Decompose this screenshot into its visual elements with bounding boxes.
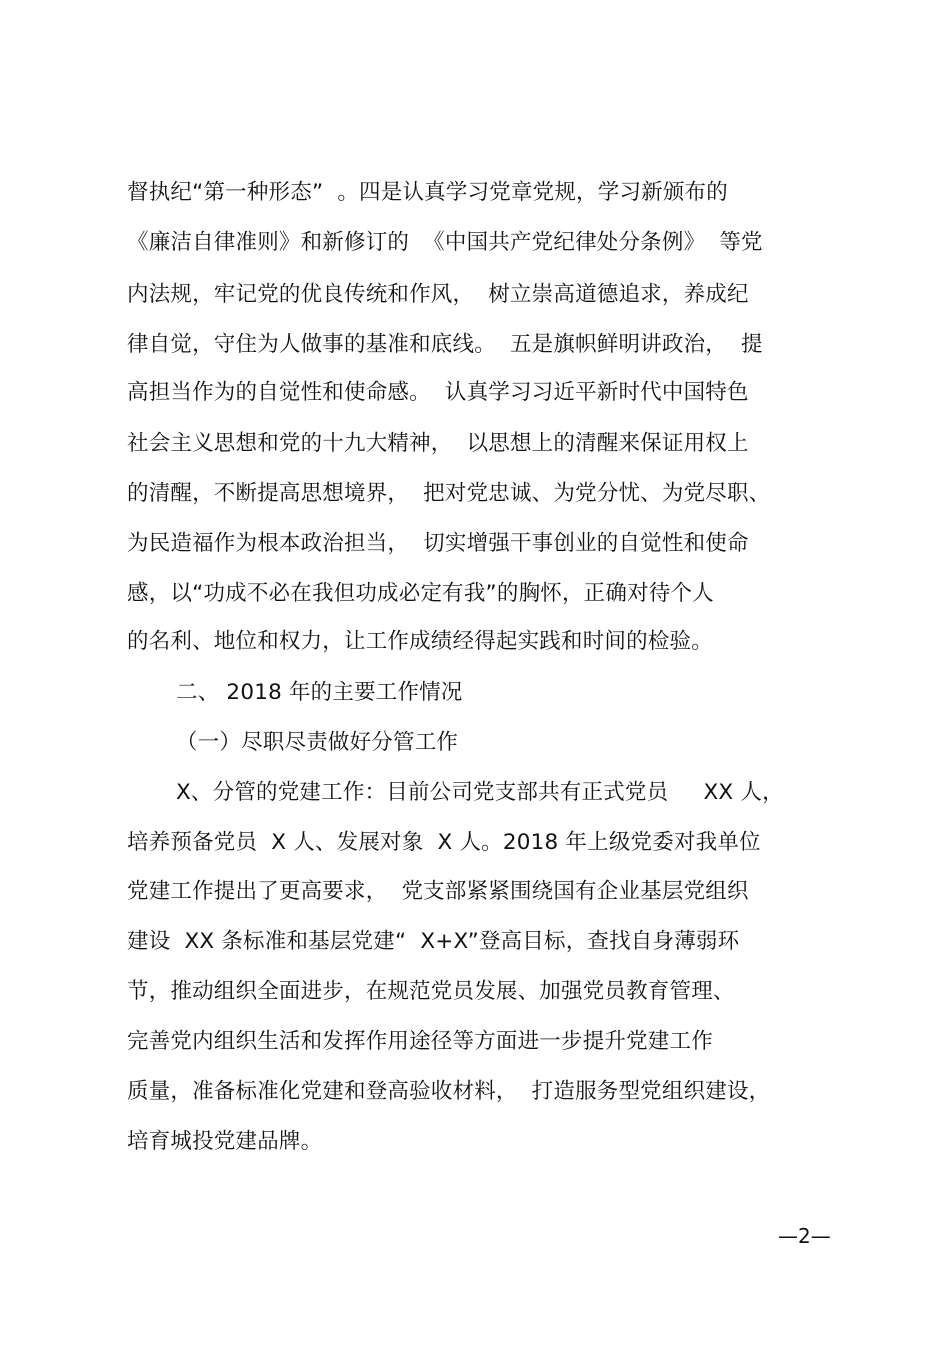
text-line: 律自觉，守住为人做事的基准和底线。 五是旗帜鲜明讲政治， 提 <box>127 332 763 357</box>
page-number: —2— <box>778 1224 831 1248</box>
text-line: 培育城投党建品牌。 <box>127 1129 323 1154</box>
subsection-heading: （一）尽职尽责做好分管工作 <box>176 730 459 755</box>
text-line: 督执纪“第一种形态” 。四是认真学习党章党规，学习新颁布的 <box>127 180 728 205</box>
text-line: 建设 XX 条标准和基层党建“ X+X”登高目标，查找自身薄弱环 <box>127 929 740 954</box>
text-line: 党建工作提出了更高要求， 党支部紧紧围绕国有企业基层党组织 <box>127 879 749 904</box>
text-line: 为民造福作为根本政治担当， 切实增强干事创业的自觉性和使命 <box>127 531 749 556</box>
section-heading: 二、 2018 年的主要工作情况 <box>176 680 463 705</box>
text-line: 质量，准备标准化党建和登高验收材料， 打造服务型党组织建设， <box>127 1079 771 1104</box>
text-line: 的清醒，不断提高思想境界， 把对党忠诚、为党分忧、为党尽职、 <box>127 481 771 506</box>
text-line: 《廉洁自律准则》和新修订的 《中国共产党纪律处分条例》 等党 <box>127 230 763 255</box>
text-line: 节，推动组织全面进步，在规范党员发展、加强党员教育管理、 <box>127 979 735 1004</box>
text-line: X、分管的党建工作：目前公司党支部共有正式党员 XX 人， <box>176 780 784 805</box>
text-line: 培养预备党员 X 人、发展对象 X 人。2018 年上级党委对我单位 <box>127 830 761 855</box>
text-line: 完善党内组织生活和发挥作用途径等方面进一步提升党建工作 <box>127 1029 713 1054</box>
text-line: 的名利、地位和权力，让工作成绩经得起实践和时间的检验。 <box>127 629 713 654</box>
text-line: 感，以“功成不必在我但功成必定有我”的胸怀，正确对待个人 <box>127 581 714 606</box>
text-line: 高担当作为的自觉性和使命感。 认真学习习近平新时代中国特色 <box>127 380 749 405</box>
text-line: 内法规，牢记党的优良传统和作风， 树立崇高道德追求，养成纪 <box>127 282 749 307</box>
text-line: 社会主义思想和党的十九大精神， 以思想上的清醒来保证用权上 <box>127 431 749 456</box>
